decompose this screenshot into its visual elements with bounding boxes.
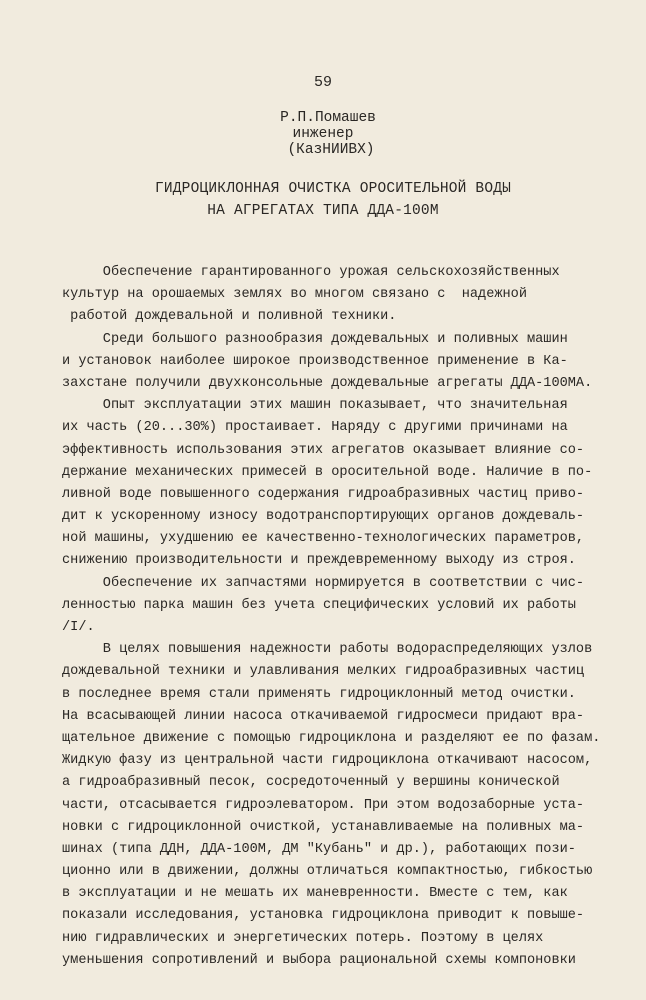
title-line-1: ГИДРОЦИКЛОННАЯ ОЧИСТКА ОРОСИТЕЛЬНОЙ ВОДЫ — [154, 181, 512, 197]
body-line: в последнее время стали применять гидроциклонный метод очистки. — [62, 686, 576, 702]
body-line: захстане получили двухконсольные дождевальные агрегаты ДДА-100МА. — [62, 375, 593, 391]
page-number: 59 — [313, 74, 332, 91]
body-line: Обеспечение их запчастями нормируется в соответствии с чис- — [62, 575, 585, 591]
body-line: Обеспечение гарантированного урожая сельскохозяйственных — [62, 265, 560, 280]
body-line: а гидроабразивный песок, сосредоточенный у вершины конической — [62, 775, 560, 791]
body-line: показали исследования, установка гидроциклона приводит к повыше- — [62, 908, 585, 924]
body-line: Жидкую фазу из центральной части гидроциклона откачивают насосом, — [62, 753, 593, 769]
author-organization: (КазНИИВХ) — [287, 142, 375, 158]
body-line: дит к ускоренному износу водотранспортирующих органов дождеваль- — [62, 509, 585, 525]
body-line: шинах (типа ДДН, ДДА-100М, ДМ "Кубань" и др.), работающих пози- — [62, 841, 576, 857]
body-line: щательное движение с помощью гидроциклона и разделяют ее по фазам. — [62, 730, 601, 746]
article-title — [0, 178, 646, 222]
body-line: новки с гидроциклонной очисткой, устанавливаемые на поливных ма- — [62, 819, 585, 835]
title-line-2: НА АГРЕГАТАХ ТИПА ДДА-100М — [207, 203, 439, 219]
body-line: их часть (20...30%) простаивает. Наряду с другими причинами на — [62, 420, 568, 436]
body-line: в эксплуатации и не мешать их маневренности. Вместе с тем, как — [62, 886, 568, 902]
author-name: Р.П.Помашев — [280, 110, 376, 126]
body-line: нию гидравлических и энергетических потерь. Поэтому в целях — [62, 930, 544, 946]
body-line: В целях повышения надежности работы водораспределяющих узлов — [62, 642, 593, 658]
author-block — [0, 110, 646, 158]
body-line: и установок наиболее широкое производственное применение в Ка- — [62, 353, 568, 369]
body-line: работой дождевальной и поливной техники. — [62, 309, 397, 325]
body-line: ливной воде повышенного содержания гидроабразивных частиц приво- — [62, 486, 585, 502]
body-text — [62, 262, 622, 972]
body-line: На всасывающей линии насоса откачиваемой гидросмеси придают вра- — [62, 708, 585, 724]
body-line: части, отсасывается гидроэлеватором. При этом водозаборные уста- — [62, 797, 585, 813]
body-line: эффективность использования этих агрегатов оказывает влияние со- — [62, 442, 585, 458]
body-line: держание механических примесей в оросительной воде. Наличие в по- — [62, 464, 593, 480]
body-line: Опыт эксплуатации этих машин показывает, что значительная — [62, 398, 568, 414]
body-line: уменьшения сопротивлений и выбора рациональной схемы компоновки — [62, 952, 576, 968]
body-line: снижению производительности и преждевременному выходу из строя. — [62, 553, 576, 569]
body-line: ленностью парка машин без учета специфических условий их работы — [62, 597, 576, 613]
body-line: /I/. — [62, 620, 95, 635]
body-line: Среди большого разнообразия дождевальных и поливных машин — [62, 331, 568, 347]
body-line: культур на орошаемых землях во многом связано с надежной — [62, 287, 527, 303]
body-line: ной машины, ухудшению ее качественно-технологических параметров, — [62, 531, 585, 547]
body-line: дождевальной техники и улавливания мелких гидроабразивных частиц — [62, 664, 585, 680]
author-role: инженер — [292, 126, 354, 142]
body-line: ционно или в движении, должны отличаться компактностью, гибкостью — [62, 864, 593, 880]
